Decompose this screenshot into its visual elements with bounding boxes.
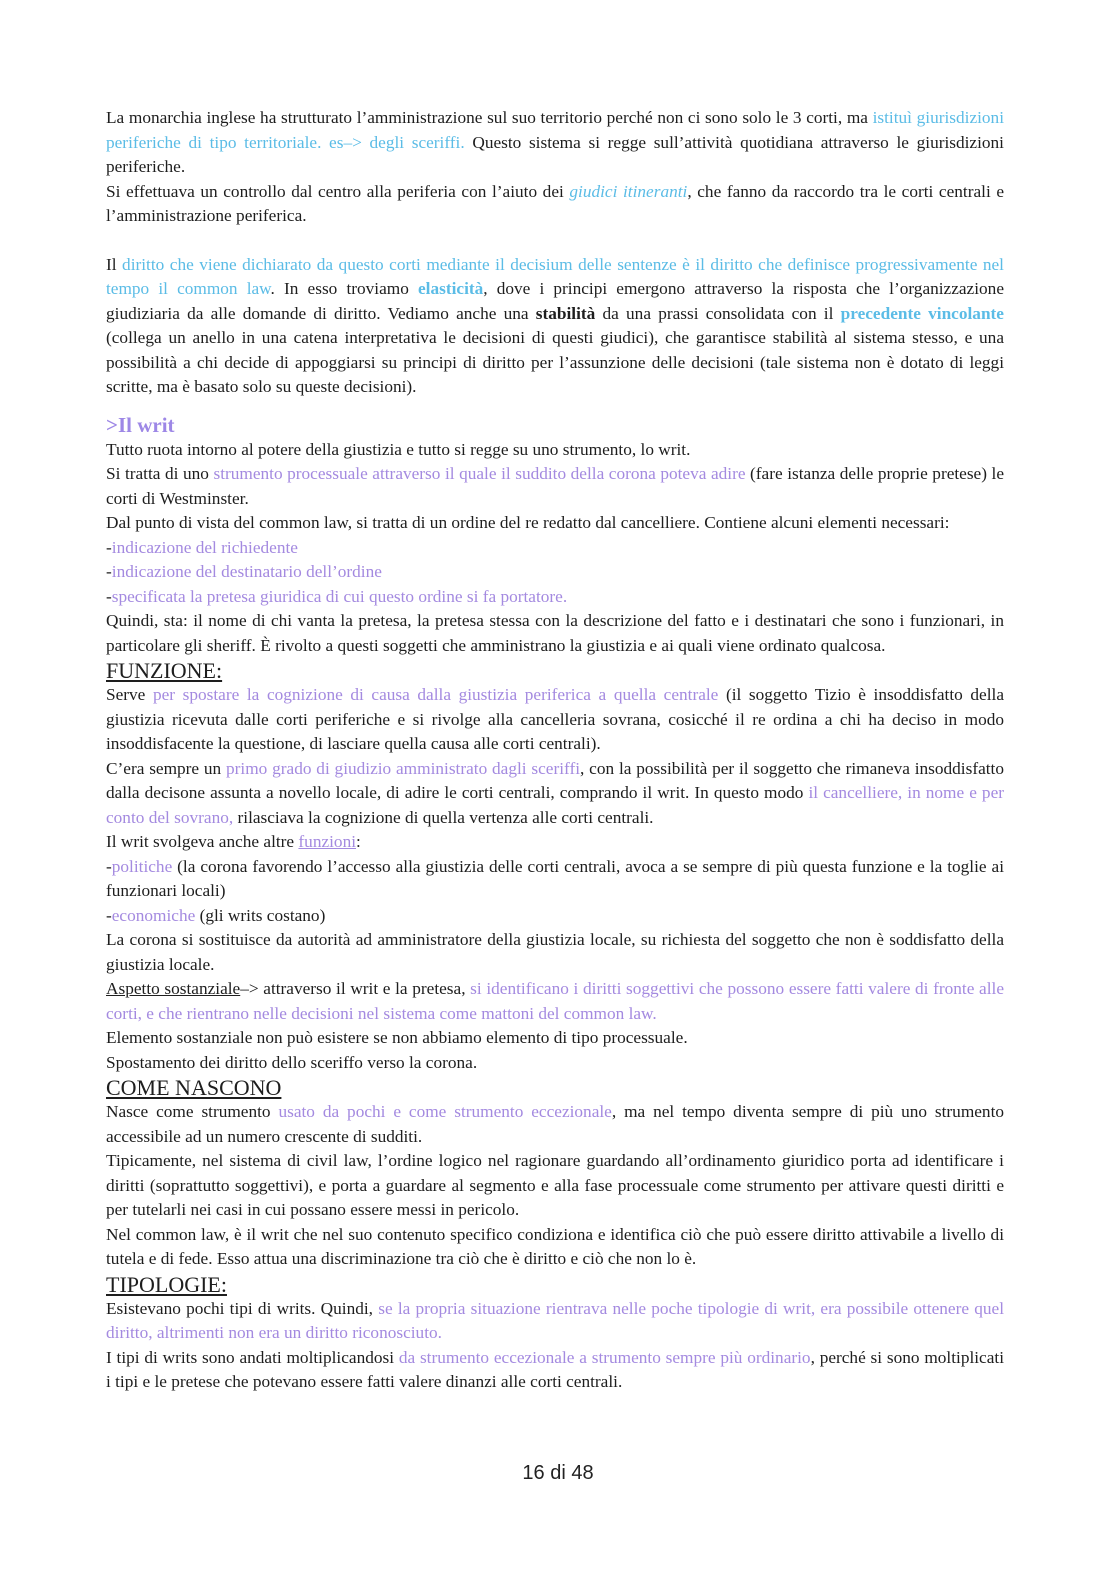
paragraph-nasce [106, 1100, 1004, 1149]
text: Si tratta di uno [106, 464, 214, 483]
list-item-keyword: economiche [111, 905, 196, 925]
keyword-funzioni: funzioni [298, 832, 357, 851]
highlight-purple: strumento processuale attraverso il quale il suddito della corona poteva adire [213, 464, 746, 483]
paragraph-controllo [106, 180, 1004, 229]
keyword-elasticita: elasticità [418, 279, 484, 298]
list-item-text: (la corona favorendo l’accesso alla giustizia delle corti centrali, avoca a se sempre di più questa funzione e la toglie ai funzionari locali) [106, 856, 1004, 900]
highlight-blue-italic: giudici itineranti [569, 181, 688, 201]
text: da una prassi consolidata con il [595, 303, 841, 323]
text: : [356, 832, 361, 851]
paragraph-primo-grado [106, 757, 1004, 831]
list-item: -economiche (gli writs costano) [106, 905, 326, 925]
text: , che fanno da raccordo tra le corti centrali e l’amministrazione periferica. [106, 181, 1005, 225]
paragraph-monarchia [106, 106, 1004, 180]
text: Serve [106, 685, 153, 704]
text: C’era sempre un [106, 758, 227, 778]
list-item: -indicazione del richiedente [106, 537, 298, 557]
text: Il [106, 254, 123, 274]
list-item-text: indicazione del richiedente [111, 537, 298, 557]
paragraph-quindi: Quindi, sta: il nome di chi vanta la pretesa, la pretesa stessa con la descrizione del fatto e i destinatari che sono i funzionari, in particolare gli sheriff. È rivolto a questi soggetti che amministrano la giustizia e ai quali viene ordinato qualcosa. [106, 611, 1004, 655]
keyword-stabilita: stabilità [535, 303, 596, 323]
list-item: -indicazione del destinatario dell’ordine [106, 562, 382, 581]
text: (collega un anello in una catena interpretativa le decisioni di questi giudici), che garantisce stabilità al sistema stesso, e una possibilità a chi decide di appoggiarsi su principi di diritto per l’assunzione delle decisioni (tale sistema non è dotato di leggi scritte, ma è basato solo su queste decisioni). [106, 328, 1004, 396]
text: . In esso troviamo [270, 279, 418, 298]
text: I tipi di writs sono andati moltiplicandosi [106, 1347, 399, 1367]
highlight-purple: il cancelliere, in nome e per conto del sovrano, [106, 783, 1004, 827]
list-item-text: specificata la pretesa giuridica di cui questo ordine si fa portatore. [111, 586, 568, 606]
paragraph-common-law: Nel common law, è il writ che nel suo contenuto specifico condiziona e identifica ciò che può essere diritto attivabile a livello di tutela e di fede. Esso attua una discriminazione tra ciò che è diritto e ciò che non lo è. [106, 1224, 1004, 1268]
paragraph-tipi [106, 1346, 1004, 1395]
keyword-precedente: precedente vincolante [840, 303, 1004, 323]
list-item-text: indicazione del destinatario dell’ordine [111, 562, 382, 581]
text: (il soggetto Tizio è insoddisfatto della giustizia ricevuta dalle corti periferiche e si rivolge alla cancelleria sovrana, cosicché il re ordina a chi ha deciso in modo insoddisfacente la questione, di lasciare quella causa alle corti centrali). [106, 685, 1004, 753]
paragraph-ordine: Dal punto di vista del common law, si tratta di un ordine del re redatto dal cancelliere. Contiene alcuni elementi necessari: [106, 513, 950, 532]
text: , dove i principi emergono attraverso la risposta che l’organizzazione giudiziaria da alle domande di diritto. Vediamo anche una [106, 279, 1004, 323]
paragraph-strumento [106, 462, 1004, 511]
list-item: -politiche (la corona favorendo l’accesso alla giustizia delle corti centrali, avoca a se sempre di più questa funzione e la toglie ai funzionari locali) [106, 856, 1004, 900]
paragraph-aspetto [106, 977, 1004, 1026]
text: , con la possibilità per il soggetto che rimaneva insoddisfatto dalla decisone assunta a novello locale, di adire le corti centrali, comprando il writ. In questo modo [106, 758, 1004, 802]
highlight-blue: diritto che viene dichiarato da questo corti mediante il decisium delle sentenze è il diritto che definisce progressivamente nel tempo il common law [106, 254, 1004, 298]
text: Il writ svolgeva anche altre [106, 832, 299, 851]
highlight-blue: istituì giurisdizioni periferiche di tipo territoriale. es–> degli sceriffi. [106, 108, 1004, 152]
text: Questo sistema si regge sull’attività quotidiana attraverso le giurisdizioni periferiche. [106, 132, 1004, 176]
text: Nasce come strumento [106, 1102, 279, 1121]
paragraph-esistevano [106, 1297, 1004, 1346]
text: rilasciava la cognizione di quella vertenza alle corti centrali. [233, 807, 654, 827]
list-item: -specificata la pretesa giuridica di cui questo ordine si fa portatore. [106, 586, 568, 606]
list-item-keyword: politiche [111, 856, 173, 876]
highlight-purple: primo grado di giudizio amministrato dagli sceriffi [226, 758, 581, 778]
text: Si effettuava un controllo dal centro alla periferia con l’aiuto dei [106, 181, 570, 201]
section-heading-funzione: FUNZIONE: [106, 658, 223, 683]
text: (fare istanza delle proprie pretese) le corti di Westminster. [106, 464, 1005, 508]
paragraph-diritto [106, 253, 1004, 400]
page-number: 16 di 48 [522, 1462, 594, 1484]
section-heading-writ: >Il writ [106, 412, 175, 437]
paragraph-altre-funzioni [106, 830, 1004, 855]
highlight-purple: se la propria situazione rientrava nelle poche tipologie di writ, era possibile ottenere quel diritto, altrimenti non era un diritto riconosciuto. [106, 1298, 1004, 1342]
section-heading-come-nascono: COME NASCONO [106, 1075, 282, 1100]
paragraph-corona: La corona si sostituisce da autorità ad amministratore della giustizia locale, su richiesta del soggetto che non è soddisfatto della giustizia locale. [106, 930, 1004, 974]
underlined-label: Aspetto sostanziale [106, 979, 241, 998]
highlight-purple: si identificano i diritti soggettivi che possono essere fatti valere di fronte alle corti, e che rientrano nelle decisioni nel sistema come mattoni del common law. [106, 979, 1004, 1023]
highlight-purple: per spostare la cognizione di causa dalla giustizia periferica a quella centrale [152, 685, 719, 704]
highlight-purple: usato da pochi e come strumento eccezionale [278, 1102, 612, 1121]
paragraph-tutto: Tutto ruota intorno al potere della giustizia e tutto si regge su uno strumento, lo writ. [106, 439, 691, 459]
paragraph-serve [106, 683, 1004, 757]
paragraph-spostamento: Spostamento dei diritto dello sceriffo verso la corona. [106, 1052, 478, 1072]
text: La monarchia inglese ha strutturato l’amministrazione sul suo territorio perché non ci sono solo le 3 corti, ma [106, 108, 873, 127]
section-heading-tipologie: TIPOLOGIE: [106, 1271, 227, 1297]
document-body [106, 106, 1004, 1395]
paragraph-civil-law: Tipicamente, nel sistema di civil law, l’ordine logico nel ragionare guardando all’ordinamento giuridico porta ad identificare i diritti (soprattutto soggettivi), e porta a guardare al segmento e alla fase processuale come strumento per attivare questi diritti e per tutelarli nei casi in cui possano essere messi in pericolo. [106, 1151, 1004, 1219]
text: Esistevano pochi tipi di writs. Quindi, [106, 1298, 379, 1318]
text: , ma nel tempo diventa sempre di più uno strumento accessibile ad un numero crescente di sudditi. [106, 1102, 1005, 1146]
paragraph-elemento: Elemento sostanziale non può esistere se non abbiamo elemento di tipo processuale. [106, 1028, 688, 1047]
text: –> attraverso il writ e la pretesa, [240, 979, 471, 998]
highlight-purple: da strumento eccezionale a strumento sempre più ordinario [398, 1347, 811, 1367]
list-item-text: (gli writs costano) [195, 905, 326, 925]
text: , perché si sono moltiplicati i tipi e le pretese che potevano essere fatti valere dinanzi alle corti centrali. [106, 1347, 1005, 1391]
